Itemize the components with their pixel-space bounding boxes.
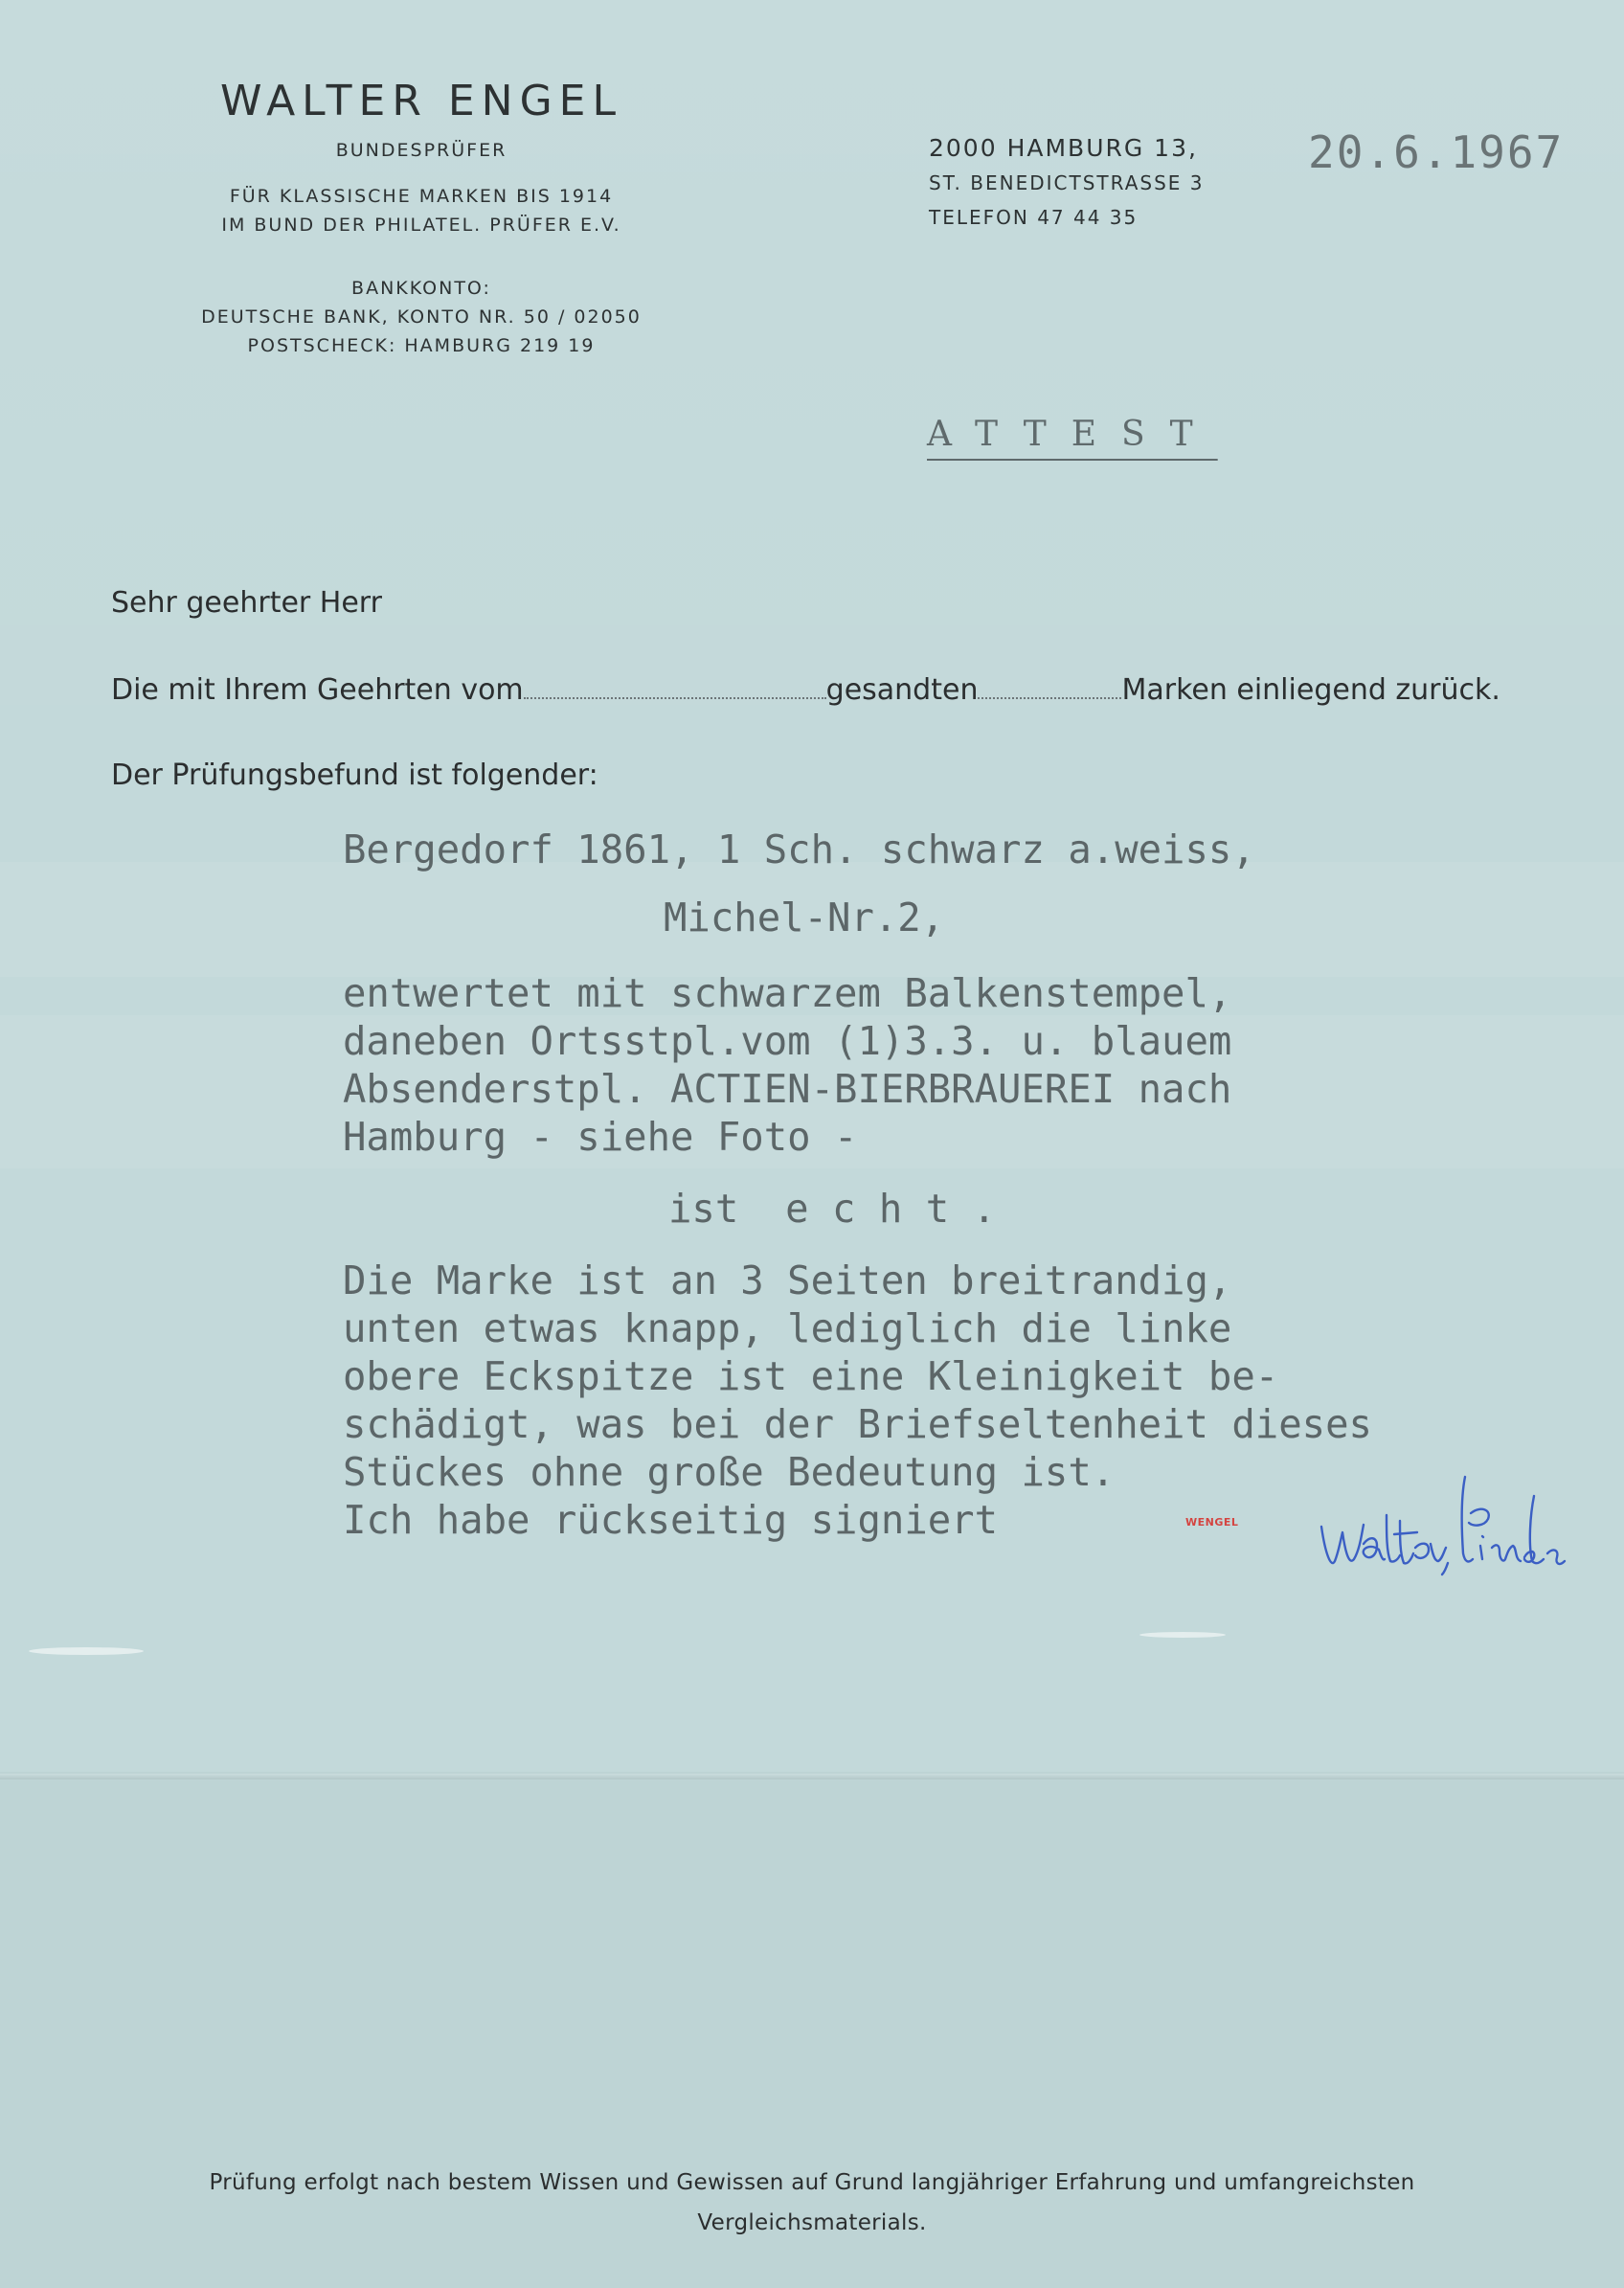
count-blank	[978, 674, 1121, 699]
cancellation-line-4: Hamburg - siehe Foto -	[343, 1114, 858, 1160]
form-text-2: gesandten	[825, 673, 979, 707]
footer-disclaimer	[0, 2163, 1624, 2243]
sender-address	[929, 131, 1204, 235]
sender-name: WALTER ENGEL	[219, 77, 622, 125]
address-phone: TELEFON 47 44 35	[929, 206, 1139, 229]
salutation: Sehr geehrter Herr	[111, 586, 382, 620]
form-text-3: Marken einliegend zurück.	[1121, 673, 1500, 707]
form-return-line	[111, 673, 1500, 707]
signature-stamp: WENGEL	[1185, 1516, 1239, 1529]
paper-fold	[0, 1774, 1624, 1779]
address-city: 2000 HAMBURG 13,	[929, 134, 1198, 162]
sender-title: BUNDESPRÜFER	[335, 140, 508, 161]
notes-line-3: obere Eckspitze ist eine Kleinigkeit be-	[343, 1353, 1279, 1399]
cancellation-line-2: daneben Ortsstpl.vom (1)3.3. u. blauem	[343, 1018, 1232, 1064]
michel-number: Michel-Nr.2,	[664, 895, 945, 940]
notes-line-1: Die Marke ist an 3 Seiten breitrandig,	[343, 1257, 1232, 1303]
cancellation-line-3: Absenderstpl. ACTIEN-BIERBRAUEREI nach	[343, 1066, 1232, 1112]
cancellation-line-1: entwertet mit schwarzem Balkenstempel,	[343, 970, 1232, 1016]
paper-speck	[1139, 1632, 1226, 1638]
form-text-1: Die mit Ihrem Geehrten vom	[111, 673, 524, 707]
date-blank	[524, 674, 826, 699]
verdict: ist e c h t .	[668, 1186, 997, 1232]
notes-line-6: Ich habe rückseitig signiert	[343, 1497, 999, 1543]
signature-drawing	[1318, 1467, 1605, 1582]
footer-line-2: Vergleichsmaterials.	[697, 2210, 927, 2235]
document-heading: ATTEST	[927, 415, 1218, 454]
stamp-description: Bergedorf 1861, 1 Sch. schwarz a.weiss,	[343, 827, 1255, 872]
letter-date: 20.6.1967	[1308, 126, 1565, 178]
sender-line-2: IM BUND DER PHILATEL. PRÜFER E.V.	[221, 215, 621, 236]
address-street: ST. BENEDICTSTRASSE 3	[929, 171, 1205, 194]
notes-line-4: schädigt, was bei der Briefseltenheit dieses	[343, 1401, 1372, 1447]
bank-label: BANKKONTO:	[351, 278, 491, 299]
findings-label: Der Prüfungsbefund ist folgender:	[111, 759, 598, 792]
footer-line-1: Prüfung erfolgt nach bestem Wissen und Gewissen auf Grund langjähriger Erfahrung und umfangreichsten	[209, 2170, 1415, 2195]
sender-line-1: FÜR KLASSISCHE MARKEN BIS 1914	[229, 186, 614, 207]
letterhead	[96, 77, 747, 360]
bank-account: DEUTSCHE BANK, KONTO NR. 50 / 02050	[201, 306, 642, 328]
paper-speck	[29, 1647, 144, 1655]
notes-line-2: unten etwas knapp, lediglich die linke	[343, 1305, 1232, 1351]
handwritten-signature	[1318, 1467, 1605, 1587]
notes-line-5: Stückes ohne große Bedeutung ist.	[343, 1449, 1116, 1495]
postscheck: POSTSCHECK: HAMBURG 219 19	[247, 335, 596, 356]
